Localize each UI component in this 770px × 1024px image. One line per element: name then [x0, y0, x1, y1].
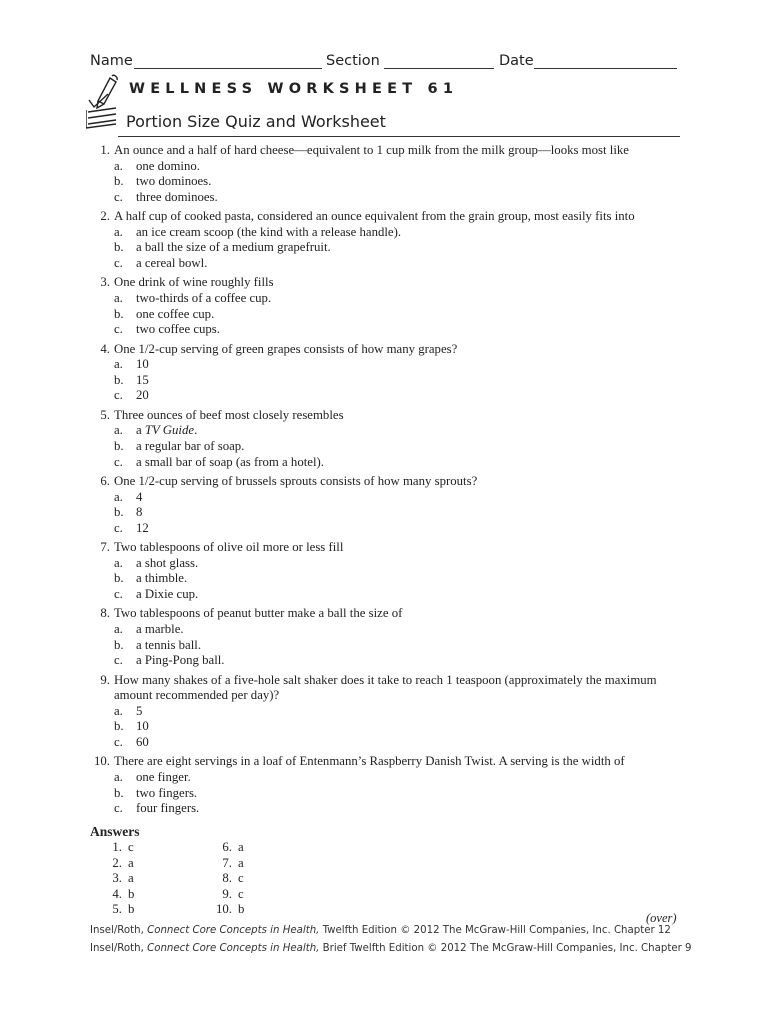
option-text — [136, 423, 197, 439]
answer-value: a — [238, 840, 244, 854]
option-letter: b. — [114, 719, 124, 734]
question-text: How many shakes of a five-hole salt shaker does it take to reach 1 teaspoon (approximately the maximum — [114, 672, 657, 687]
option-letter: b. — [114, 174, 124, 189]
answer-value: b — [238, 902, 245, 917]
question-text: One 1/2-cup serving of green grapes consists of how many grapes? — [114, 341, 458, 356]
question-text: There are eight servings in a loaf of Entenmann’s Raspberry Danish Twist. A serving is the width of — [114, 754, 625, 769]
footer-2-edition: Brief Twelfth Edition © 2012 The McGraw-Hill Companies, Inc. Chapter 9 — [319, 943, 692, 954]
option-text: a small bar of soap (as from a hotel). — [136, 454, 324, 469]
answer-value: a — [238, 855, 244, 870]
name-label: Name — [90, 53, 133, 69]
option-letter: c. — [114, 586, 123, 601]
option-letter: a. — [114, 290, 123, 305]
question-number: 9. — [100, 672, 110, 687]
answer-number: 2. — [112, 855, 122, 870]
option-letter: a. — [114, 703, 123, 718]
question-number: 3. — [100, 275, 110, 290]
option-letter: b. — [114, 505, 124, 520]
footer-citation-1 — [90, 925, 671, 936]
question-number: 6. — [100, 474, 110, 488]
footer-2-book-title: Connect Core Concepts in Health, — [147, 943, 320, 954]
question-text: One 1/2-cup serving of brussels sprouts consists of how many sprouts? — [114, 474, 478, 488]
option-text: a Ping-Pong ball. — [136, 653, 225, 668]
option-text: one domino. — [136, 158, 200, 173]
option-text: 20 — [136, 388, 149, 403]
answer-number: 5. — [112, 902, 122, 917]
option-text: a Dixie cup. — [136, 586, 199, 601]
footer-1-authors: Insel/Roth, — [90, 925, 148, 936]
footer-2-authors: Insel/Roth, — [90, 943, 148, 954]
option-text: a regular bar of soap. — [136, 438, 245, 453]
option-text: a cereal bowl. — [136, 255, 208, 270]
question-text: Two tablespoons of olive oil more or less fill — [114, 540, 344, 555]
option-text: one coffee cup. — [136, 306, 215, 321]
question-number: 1. — [100, 143, 110, 157]
option-text: a thimble. — [136, 571, 188, 586]
option-letter: a. — [114, 621, 123, 636]
option-text: a ball the size of a medium grapefruit. — [136, 240, 331, 255]
answer-value: a — [128, 871, 134, 886]
option-letter: a. — [114, 769, 123, 784]
pencil-checklist-icon — [86, 74, 122, 132]
answer-number: 6. — [222, 840, 232, 854]
option-text: 5 — [136, 703, 143, 718]
title-divider — [118, 136, 680, 137]
option-letter: b. — [114, 372, 124, 387]
option-text: 10 — [136, 719, 149, 734]
option-letter: b. — [114, 438, 124, 453]
answer-number: 4. — [112, 886, 122, 901]
option-text: four fingers. — [136, 801, 200, 816]
answer-value: a — [128, 855, 134, 870]
question-text: Two tablespoons of peanut butter make a ball the size of — [114, 606, 403, 621]
option-text: two-thirds of a coffee cup. — [136, 290, 272, 305]
question-number: 5. — [100, 407, 110, 422]
option-letter: a. — [114, 489, 123, 504]
footer-1-edition: Twelfth Edition © 2012 The McGraw-Hill Companies, Inc. Chapter 12 — [319, 925, 671, 936]
section-field[interactable] — [384, 68, 494, 69]
option-text: three dominoes. — [136, 189, 218, 204]
option-text: 8 — [136, 505, 143, 520]
worksheet-title: WELLNESS WORKSHEET 61 — [129, 81, 459, 97]
option-letter: c. — [114, 322, 123, 337]
question-text: Three ounces of beef most closely resembles — [114, 407, 344, 422]
option-letter: c. — [114, 189, 123, 204]
question-number: 2. — [100, 209, 110, 224]
answer-number: 8. — [222, 871, 232, 886]
question-number: 10. — [94, 754, 110, 769]
option-letter: a. — [114, 158, 123, 173]
option-letter: c. — [114, 734, 123, 749]
option-letter: c. — [114, 388, 123, 403]
option-text: 10 — [136, 357, 149, 372]
option-text: two coffee cups. — [136, 322, 220, 337]
section-label: Section — [326, 53, 380, 69]
question-text: A half cup of cooked pasta, considered an ounce equivalent from the grain group, most easily fits into — [114, 209, 635, 224]
option-text: 12 — [136, 520, 149, 535]
option-letter: a. — [114, 357, 123, 372]
option-text: 60 — [136, 734, 149, 749]
name-field[interactable] — [134, 68, 322, 69]
option-text: one finger. — [136, 769, 191, 784]
option-letter: a. — [114, 423, 123, 438]
option-letter: a. — [114, 555, 123, 570]
option-letter: c. — [114, 520, 123, 535]
answers-heading: Answers — [90, 824, 140, 839]
option-text: two fingers. — [136, 785, 198, 800]
answer-value: c — [238, 871, 244, 886]
option-letter: c. — [114, 255, 123, 270]
option-text-prefix: a — [136, 423, 145, 438]
answer-value: c — [128, 840, 134, 854]
date-label: Date — [499, 53, 534, 69]
option-letter: c. — [114, 801, 123, 816]
option-letter: b. — [114, 240, 124, 255]
question-text: One drink of wine roughly fills — [114, 275, 274, 290]
answer-number: 10. — [216, 902, 232, 917]
option-text: two dominoes. — [136, 174, 212, 189]
option-letter: c. — [114, 653, 123, 668]
option-letter: b. — [114, 571, 124, 586]
footer-citation-2 — [90, 943, 692, 954]
question-text: An ounce and a half of hard cheese—equivalent to 1 cup milk from the milk group—looks most like — [114, 143, 629, 157]
option-text: 4 — [136, 489, 143, 504]
option-letter: a. — [114, 224, 123, 239]
date-field[interactable] — [534, 68, 677, 69]
answer-number: 3. — [112, 871, 122, 886]
answer-number: 1. — [112, 840, 122, 854]
footer-1-book-title: Connect Core Concepts in Health, — [147, 925, 320, 936]
worksheet-subtitle: Portion Size Quiz and Worksheet — [126, 112, 386, 131]
option-text-title: TV Guide — [144, 423, 195, 438]
answer-value: b — [128, 902, 135, 917]
over-label: (over) — [646, 911, 677, 925]
option-text: a shot glass. — [136, 555, 199, 570]
option-text: 15 — [136, 372, 149, 387]
answer-value: c — [238, 886, 244, 901]
option-text: a tennis ball. — [136, 637, 202, 652]
answer-number: 9. — [222, 886, 232, 901]
option-text: a marble. — [136, 621, 184, 636]
answer-value: b — [128, 886, 135, 901]
question-number: 7. — [100, 540, 110, 555]
question-number: 8. — [100, 606, 110, 621]
option-text: an ice cream scoop (the kind with a release handle). — [136, 224, 402, 239]
option-text-suffix: . — [194, 423, 198, 438]
option-letter: c. — [114, 454, 123, 469]
question-number: 4. — [100, 341, 110, 356]
answer-number: 7. — [222, 855, 232, 870]
question-text: amount recommended per day)? — [114, 688, 280, 703]
header-fields — [90, 53, 680, 73]
option-letter: b. — [114, 306, 124, 321]
option-letter: b. — [114, 637, 124, 652]
option-letter: b. — [114, 785, 124, 800]
